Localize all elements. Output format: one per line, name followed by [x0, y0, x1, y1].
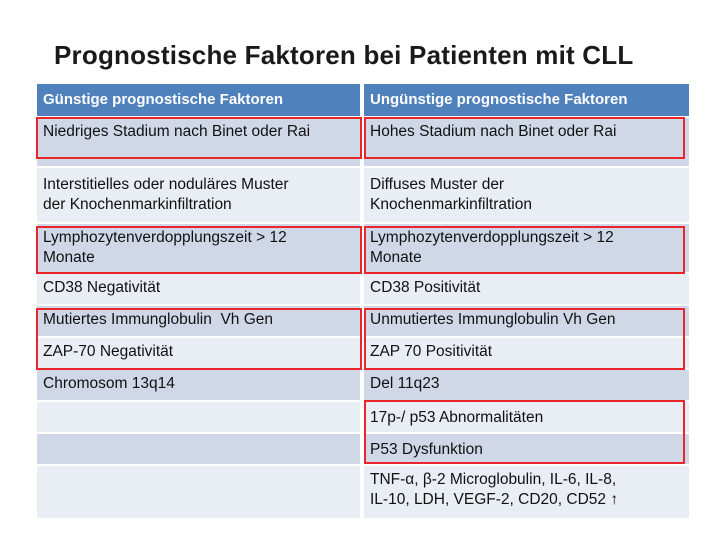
cell-text: Unmutiertes Immunglobulin Vh Gen — [370, 311, 616, 328]
cell-text: Monate — [43, 249, 95, 266]
cell-text: Diffuses Muster der — [370, 176, 505, 193]
cell-text: Knochenmarkinfiltration — [370, 196, 532, 213]
header-favorable: Günstige prognostische Faktoren — [37, 84, 360, 116]
table-header-row — [37, 84, 689, 116]
unfavorable-cell — [364, 466, 689, 518]
favorable-cell — [37, 370, 360, 400]
cell-text: Hohes Stadium nach Binet oder Rai — [370, 123, 617, 140]
cell-text: 17p-/ p53 Abnormalitäten — [370, 409, 544, 426]
favorable-cell — [37, 402, 360, 432]
table-row — [37, 338, 689, 368]
table-row — [37, 118, 689, 166]
table-row — [37, 402, 689, 432]
favorable-cell — [37, 306, 360, 336]
unfavorable-cell — [364, 306, 689, 336]
cell-text: Del 11q23 — [370, 375, 440, 392]
cell-text: Niedriges Stadium nach Binet oder Rai — [43, 123, 311, 140]
header-unfavorable: Ungünstige prognostische Faktoren — [364, 84, 689, 116]
unfavorable-cell — [364, 402, 689, 432]
unfavorable-cell — [364, 370, 689, 400]
table-row — [37, 370, 689, 400]
table-row — [37, 306, 689, 336]
table-row — [37, 434, 689, 464]
cell-text: Mutiertes Immunglobulin Vh Gen — [43, 311, 274, 328]
favorable-cell — [37, 338, 360, 368]
table-row — [37, 224, 689, 272]
unfavorable-cell — [364, 434, 689, 464]
unfavorable-cell — [364, 168, 689, 222]
unfavorable-cell — [364, 118, 689, 166]
cell-text: CD38 Negativität — [43, 279, 161, 296]
unfavorable-cell — [364, 224, 689, 272]
favorable-cell — [37, 224, 360, 272]
cell-text: Monate — [370, 249, 422, 266]
cell-text: IL-10, LDH, VEGF-2, CD20, CD52 ↑ — [370, 491, 619, 508]
favorable-cell — [37, 466, 360, 518]
favorable-cell — [37, 118, 360, 166]
table-row — [37, 274, 689, 304]
cell-text: TNF-α, β-2 Microglobulin, IL-6, IL-8, — [370, 471, 617, 488]
cell-text: P53 Dysfunktion — [370, 441, 483, 458]
cell-text: Interstitielles oder noduläres Muster — [43, 176, 289, 193]
table-row — [37, 466, 689, 518]
slide-title: Prognostische Faktoren bei Patienten mit CLL — [54, 40, 634, 70]
favorable-cell — [37, 168, 360, 222]
cell-text: ZAP-70 Negativität — [43, 343, 174, 360]
cell-text: CD38 Positivität — [370, 279, 481, 296]
favorable-cell — [37, 274, 360, 304]
cell-text: der Knochenmarkinfiltration — [43, 196, 232, 213]
favorable-cell — [37, 434, 360, 464]
cell-text: Chromosom 13q14 — [43, 375, 175, 392]
table-row — [37, 168, 689, 222]
unfavorable-cell — [364, 338, 689, 368]
cell-text: Lymphozytenverdopplungszeit > 12 — [370, 229, 614, 246]
cell-text: Lymphozytenverdopplungszeit > 12 — [43, 229, 287, 246]
unfavorable-cell — [364, 274, 689, 304]
cell-text: ZAP 70 Positivität — [370, 343, 493, 360]
